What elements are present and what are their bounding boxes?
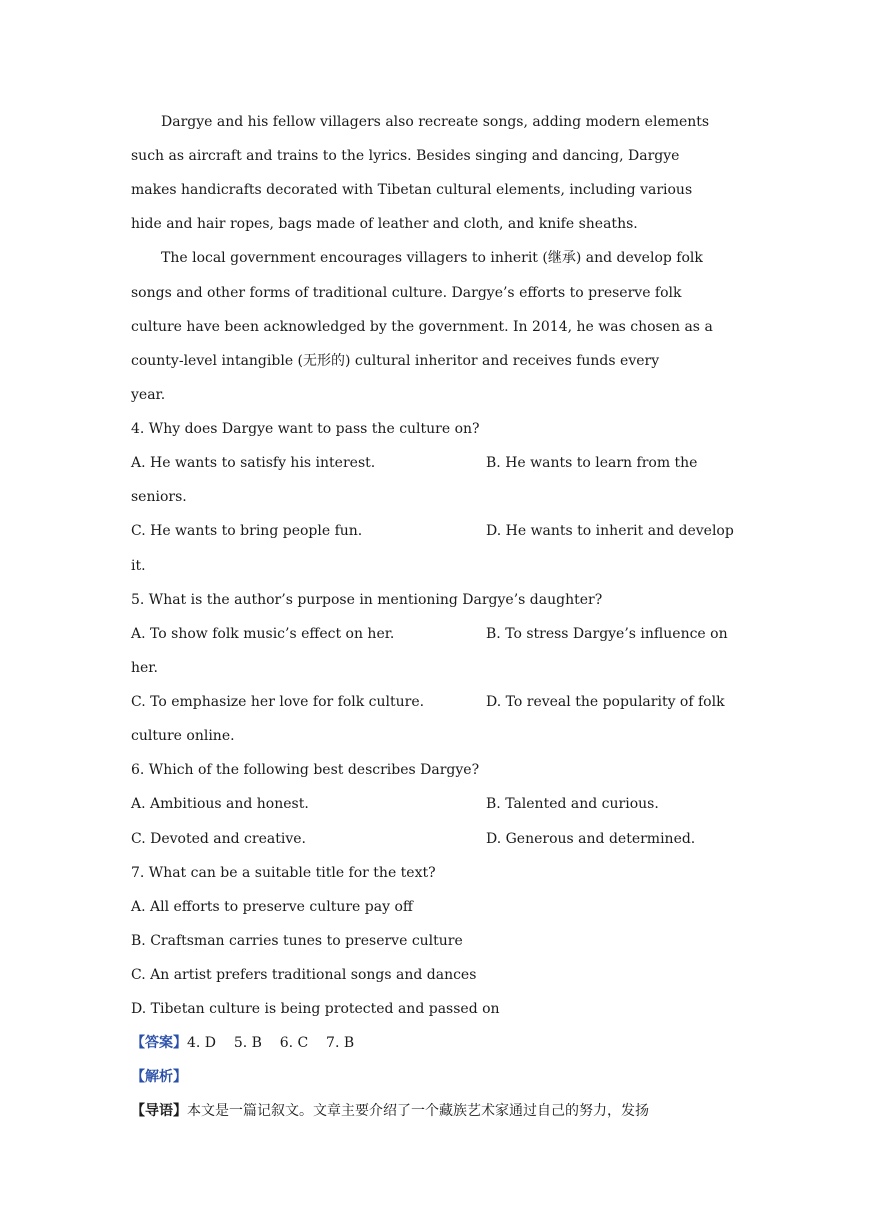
passage-line: such as aircraft and trains to the lyrics. Besides singing and dancing, Dargye (131, 148, 680, 164)
question-stem: 7. What can be a suitable title for the text? (131, 865, 436, 881)
option-c: C. He wants to bring people fun. (131, 523, 363, 539)
passage-line: year. (131, 387, 166, 403)
option-b: B. Talented and curious. (486, 796, 659, 812)
option-a: A. Ambitious and honest. (131, 796, 309, 812)
option-a: A. To show folk music’s effect on her. (131, 626, 395, 642)
analysis-tag: 【解析】 (131, 1069, 187, 1085)
option-b: B. Craftsman carries tunes to preserve culture (131, 933, 463, 949)
answer-text: 4. D 5. B 6. C 7. B (187, 1035, 355, 1051)
option-d-continued: culture online. (131, 728, 235, 744)
option-d: D. Tibetan culture is being protected and passed on (131, 1001, 500, 1017)
passage-line: culture have been acknowledged by the government. In 2014, he was chosen as a (131, 319, 713, 335)
guide-line (131, 1101, 649, 1121)
question-stem: 6. Which of the following best describes Dargye? (131, 762, 480, 778)
guide-tag: 【导语】 (131, 1103, 187, 1119)
option-b: B. To stress Dargye’s influence on (486, 626, 728, 642)
option-c: C. An artist prefers traditional songs and dances (131, 967, 477, 983)
option-b-continued: seniors. (131, 489, 187, 505)
option-b-continued: her. (131, 660, 158, 676)
passage-line: makes handicrafts decorated with Tibetan cultural elements, including various (131, 182, 693, 198)
guide-text: 本文是一篇记叙文。文章主要介绍了一个藏族艺术家通过自己的努力，发扬 (187, 1103, 649, 1119)
answer-tag: 【答案】 (131, 1035, 187, 1051)
passage-line: songs and other forms of traditional culture. Dargye’s efforts to preserve folk (131, 285, 682, 301)
option-a: A. All efforts to preserve culture pay off (131, 899, 413, 915)
option-c: C. Devoted and creative. (131, 831, 306, 847)
analysis-line (131, 1067, 187, 1087)
option-a: A. He wants to satisfy his interest. (131, 455, 376, 471)
option-d: D. He wants to inherit and develop (486, 523, 734, 539)
answer-line (131, 1033, 354, 1053)
question-stem: 5. What is the author’s purpose in mentioning Dargye’s daughter? (131, 592, 603, 608)
option-c: C. To emphasize her love for folk culture. (131, 694, 425, 710)
option-d: D. To reveal the popularity of folk (486, 694, 725, 710)
passage-line: hide and hair ropes, bags made of leather and cloth, and knife sheaths. (131, 216, 638, 232)
option-d: D. Generous and determined. (486, 831, 696, 847)
option-d-continued: it. (131, 558, 146, 574)
passage-line: county-level intangible (无形的) cultural inheritor and receives funds every (131, 353, 660, 369)
question-stem: 4. Why does Dargye want to pass the culture on? (131, 421, 480, 437)
passage-line: The local government encourages villagers to inherit (继承) and develop folk (161, 250, 703, 266)
option-b: B. He wants to learn from the (486, 455, 698, 471)
passage-line: Dargye and his fellow villagers also recreate songs, adding modern elements (161, 114, 710, 130)
